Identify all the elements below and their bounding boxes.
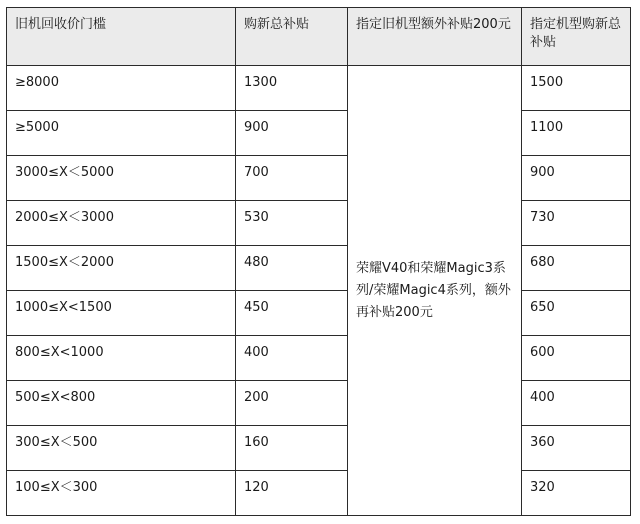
extra-subsidy-note: 荣耀V40和荣耀Magic3系列/荣耀Magic4系列，额外再补贴200元 <box>348 66 522 516</box>
threshold-cell: 300≤X＜500 <box>7 426 236 471</box>
total-subsidy-cell: 1500 <box>522 66 631 111</box>
threshold-cell: ≥5000 <box>7 111 236 156</box>
table-row <box>7 381 631 426</box>
table-row <box>7 66 631 111</box>
header-total-subsidy: 指定机型购新总补贴 <box>522 8 631 66</box>
header-threshold: 旧机回收价门槛 <box>7 8 236 66</box>
subsidy-cell: 1300 <box>236 66 348 111</box>
subsidy-cell: 450 <box>236 291 348 336</box>
table-row <box>7 291 631 336</box>
table-row <box>7 111 631 156</box>
subsidy-cell: 400 <box>236 336 348 381</box>
header-subsidy: 购新总补贴 <box>236 8 348 66</box>
subsidy-cell: 700 <box>236 156 348 201</box>
subsidy-cell: 530 <box>236 201 348 246</box>
threshold-cell: 100≤X＜300 <box>7 471 236 516</box>
subsidy-table-container <box>6 7 631 516</box>
total-subsidy-cell: 730 <box>522 201 631 246</box>
total-subsidy-cell: 900 <box>522 156 631 201</box>
total-subsidy-cell: 320 <box>522 471 631 516</box>
threshold-cell: 2000≤X＜3000 <box>7 201 236 246</box>
threshold-cell: 3000≤X＜5000 <box>7 156 236 201</box>
table-row <box>7 336 631 381</box>
table-row <box>7 471 631 516</box>
subsidy-cell: 900 <box>236 111 348 156</box>
threshold-cell: 1000≤X<1500 <box>7 291 236 336</box>
trade-in-subsidy-table <box>6 7 631 516</box>
table-row <box>7 426 631 471</box>
table-header-row <box>7 8 631 66</box>
threshold-cell: 1500≤X＜2000 <box>7 246 236 291</box>
table-row <box>7 246 631 291</box>
header-extra-subsidy: 指定旧机型额外补贴200元 <box>348 8 522 66</box>
total-subsidy-cell: 360 <box>522 426 631 471</box>
table-row <box>7 201 631 246</box>
subsidy-cell: 120 <box>236 471 348 516</box>
threshold-cell: ≥8000 <box>7 66 236 111</box>
subsidy-cell: 160 <box>236 426 348 471</box>
total-subsidy-cell: 400 <box>522 381 631 426</box>
subsidy-cell: 480 <box>236 246 348 291</box>
total-subsidy-cell: 600 <box>522 336 631 381</box>
total-subsidy-cell: 650 <box>522 291 631 336</box>
subsidy-cell: 200 <box>236 381 348 426</box>
threshold-cell: 500≤X<800 <box>7 381 236 426</box>
total-subsidy-cell: 680 <box>522 246 631 291</box>
table-row <box>7 156 631 201</box>
total-subsidy-cell: 1100 <box>522 111 631 156</box>
threshold-cell: 800≤X<1000 <box>7 336 236 381</box>
